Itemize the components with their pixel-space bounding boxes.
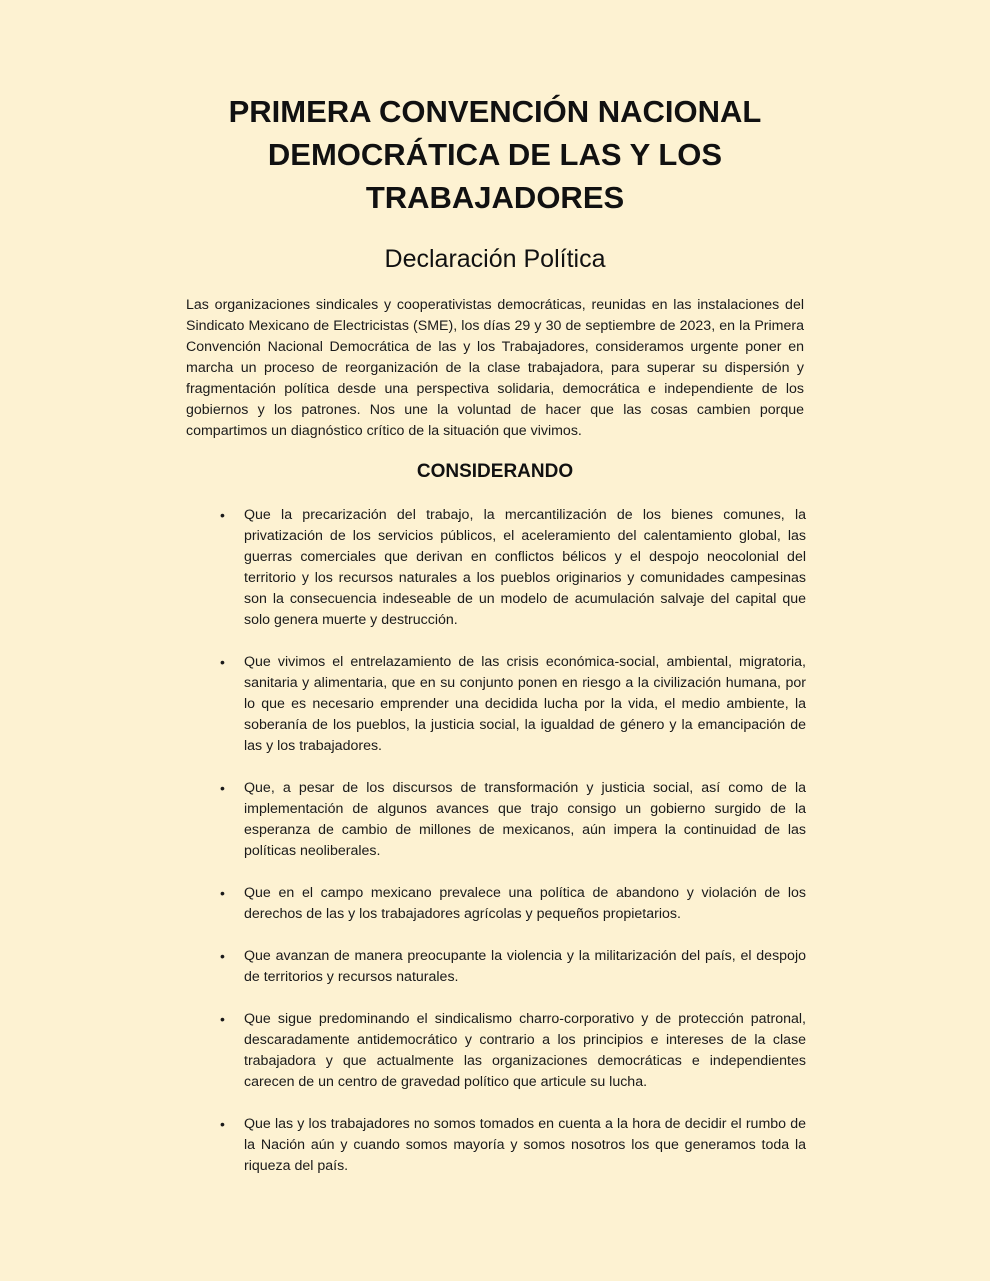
bullet-icon: • xyxy=(220,654,225,670)
list-item xyxy=(216,946,806,988)
list-item-text: Que las y los trabajadores no somos tomados en cuenta a la hora de decidir el rumbo de la Nación aún y cuando somos mayoría y somos nosotros los que generamos toda la riqueza del país. xyxy=(244,1116,806,1174)
section-heading-considerando: CONSIDERANDO xyxy=(416,461,574,482)
intro-paragraph: Las organizaciones sindicales y cooperativistas democráticas, reunidas en las instalaciones del Sindicato Mexicano de Electricistas (SME), los días 29 y 30 de septiembre de 2023, en la Primera Convención Nacional Democrática de las y los Trabajadores, consideramos urgente poner en marcha un proceso de reorganización de la clase trabajadora, para superar su dispersión y fragmentación política desde una perspectiva solidaria, democrática e independiente de los gobiernos y los patrones. Nos une la voluntad de hacer que las cosas cambien porque compartimos un diagnóstico crítico de la situación que vivimos. xyxy=(186,297,804,439)
document-subtitle: Declaración Política xyxy=(384,245,606,273)
list-item xyxy=(216,1009,806,1093)
list-item-text: Que avanzan de manera preocupante la violencia y la militarización del país, el despojo de territorios y recursos naturales. xyxy=(244,948,806,985)
list-item-text: Que la precarización del trabajo, la mercantilización de los bienes comunes, la privatización de los servicios públicos, el aceleramiento del calentamiento global, las guerras comerciales que derivan en conflictos bélicos y el despojo neocolonial del territorio y los recursos naturales a los pueblos originarios y comunidades campesinas son la consecuencia indeseable de un modelo de acumulación salvaje del capital que solo genera muerte y destrucción. xyxy=(244,507,806,628)
list-item xyxy=(216,883,806,925)
considerando-list xyxy=(216,505,806,1198)
bullet-icon: • xyxy=(220,780,225,796)
list-item xyxy=(216,652,806,757)
bullet-icon: • xyxy=(220,948,225,964)
list-item-text: Que vivimos el entrelazamiento de las crisis económica-social, ambiental, migratoria, sanitaria y alimentaria, que en su conjunto ponen en riesgo a la civilización humana, por lo que es necesario emprender una decidida lucha por la vida, el medio ambiente, la soberanía de los pueblos, la justicia social, la igualdad de género y la emancipación de las y los trabajadores. xyxy=(244,654,806,754)
document-title: PRIMERA CONVENCIÓN NACIONAL DEMOCRÁTICA DE LAS Y LOS TRABAJADORES xyxy=(228,94,762,215)
list-item-text: Que sigue predominando el sindicalismo charro-corporativo y de protección patronal, descaradamente antidemocrático y contrario a los principios e intereses de la clase trabajadora y que actualmente las organizaciones democráticas e independientes carecen de un centro de gravedad político que articule su lucha. xyxy=(244,1011,806,1090)
bullet-icon: • xyxy=(220,1116,225,1132)
bullet-icon: • xyxy=(220,885,225,901)
list-item xyxy=(216,505,806,631)
list-item xyxy=(216,1114,806,1177)
bullet-icon: • xyxy=(220,1011,225,1027)
list-item xyxy=(216,778,806,862)
list-item-text: Que en el campo mexicano prevalece una política de abandono y violación de los derechos de las y los trabajadores agrícolas y pequeños propietarios. xyxy=(244,885,806,922)
bullet-icon: • xyxy=(220,507,225,523)
list-item-text: Que, a pesar de los discursos de transformación y justicia social, así como de la implementación de algunos avances que trajo consigo un gobierno surgido de la esperanza de cambio de millones de mexicanos, aún impera la continuidad de las políticas neoliberales. xyxy=(244,780,806,859)
